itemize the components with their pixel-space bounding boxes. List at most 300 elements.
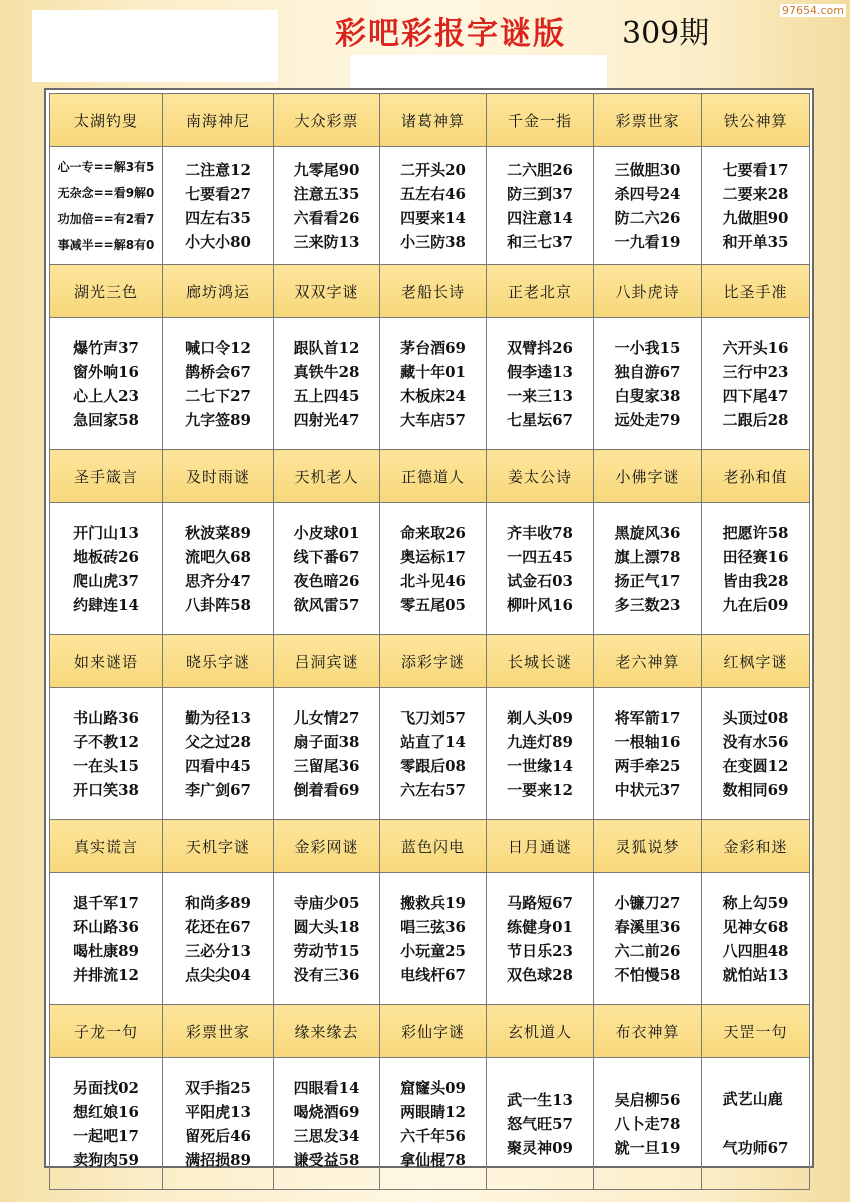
- riddle-cell: [50, 688, 163, 820]
- riddle-lines: [185, 706, 251, 802]
- riddle-line: 练健身01: [507, 917, 573, 936]
- riddle-cell: [487, 503, 594, 635]
- riddle-line: 九在后09: [722, 595, 789, 614]
- riddle-cell: [380, 318, 487, 450]
- riddle-line: 七要看27: [185, 184, 251, 203]
- riddle-line: 三必分13: [185, 941, 251, 960]
- riddle-line: 六开头16: [722, 338, 789, 357]
- riddle-line: 四射光47: [293, 410, 360, 429]
- column-title: 铁公神算: [702, 94, 810, 147]
- riddle-line: 北斗见46: [400, 571, 466, 590]
- riddle-lines: [507, 521, 573, 617]
- riddle-line: 拿仙棍78: [400, 1150, 466, 1169]
- riddle-line: 跟队首12: [293, 338, 360, 357]
- riddle-line: 勤为径13: [185, 708, 251, 727]
- riddle-line: 唱三弦36: [400, 917, 466, 936]
- riddle-line: 木板床24: [400, 386, 466, 405]
- riddle-line: 聚灵神09: [507, 1138, 573, 1157]
- riddle-line: 一在头15: [73, 756, 139, 775]
- riddle-lines: [400, 706, 466, 802]
- riddle-lines: [615, 706, 681, 802]
- riddle-line: 真铁牛28: [293, 362, 360, 381]
- column-title: 缘来缘去: [274, 1005, 380, 1058]
- riddle-line: 九字签89: [185, 410, 251, 429]
- riddle-line: 奥运标17: [400, 547, 466, 566]
- riddle-cell: [380, 688, 487, 820]
- column-title: 天机老人: [274, 450, 380, 503]
- riddle-line: 大车店57: [400, 410, 466, 429]
- riddle-line: 三思发34: [293, 1126, 360, 1145]
- riddle-line: 就怕站13: [722, 965, 789, 984]
- riddle-cell: [380, 1058, 487, 1190]
- riddle-cell: [274, 688, 380, 820]
- riddle-line: 四看中45: [185, 756, 251, 775]
- riddle-line: 试金石03: [507, 571, 573, 590]
- riddle-line: 八卜走78: [614, 1114, 681, 1133]
- riddle-lines: [73, 706, 139, 802]
- riddle-line: 田径赛16: [722, 547, 789, 566]
- header-row: [50, 820, 810, 873]
- riddle-lines: [723, 521, 789, 617]
- riddle-line: 急回家58: [73, 410, 139, 429]
- riddle-lines: [73, 521, 139, 617]
- riddle-lines: [294, 336, 360, 432]
- riddle-cell: [163, 147, 274, 265]
- riddle-line: 防二六26: [614, 208, 681, 227]
- riddle-line: 双色球28: [507, 965, 573, 984]
- riddle-line: 爆竹声37: [73, 338, 139, 357]
- riddle-row: [50, 1058, 810, 1190]
- riddle-row: [50, 688, 810, 820]
- riddle-cell: [702, 873, 810, 1005]
- riddle-line: 春溪里36: [614, 917, 681, 936]
- riddle-line: 卖狗肉59: [73, 1150, 139, 1169]
- riddle-line: 三做胆30: [614, 160, 681, 179]
- riddle-cell: [702, 1058, 810, 1190]
- riddle-line: 两手牵25: [614, 756, 681, 775]
- riddle-line: 武艺山鹿: [722, 1089, 783, 1108]
- riddle-line: 夜色暗26: [293, 571, 360, 590]
- riddle-lines: [615, 158, 681, 254]
- riddle-line: 窟窿头09: [400, 1078, 466, 1097]
- riddle-lines: [507, 1088, 573, 1160]
- site-watermark: 97654.com: [782, 4, 844, 17]
- riddle-cell: [50, 318, 163, 450]
- riddle-lines: [294, 706, 360, 802]
- riddle-lines: [507, 891, 573, 987]
- column-title: 吕洞宾谜: [274, 635, 380, 688]
- riddle-line: 扇子面38: [293, 732, 360, 751]
- column-title: 小佛字谜: [594, 450, 702, 503]
- riddle-line: 命来取26: [400, 523, 466, 542]
- column-title: 大众彩票: [274, 94, 380, 147]
- column-title: 天机字谜: [163, 820, 274, 873]
- riddle-line: 小镰刀27: [614, 893, 681, 912]
- riddle-line: 和尚多89: [185, 893, 251, 912]
- riddle-lines: [507, 706, 573, 802]
- riddle-line: 谦受益58: [293, 1150, 360, 1169]
- riddle-cell: [163, 873, 274, 1005]
- riddle-line: 六二前26: [614, 941, 681, 960]
- riddle-lines: [615, 521, 681, 617]
- riddle-line: 头顶过08: [722, 708, 789, 727]
- riddle-line: 想红娘16: [73, 1102, 139, 1121]
- column-title: 彩票世家: [163, 1005, 274, 1058]
- riddle-line: 爬山虎37: [73, 571, 139, 590]
- riddle-line: 数相同69: [722, 780, 789, 799]
- riddle-line: 没有水56: [722, 732, 789, 751]
- riddle-line: 小三防38: [400, 232, 466, 251]
- riddle-cell: [163, 503, 274, 635]
- column-title: 如来谜语: [50, 635, 163, 688]
- riddle-line: 吴启柳56: [614, 1090, 681, 1109]
- column-title: 正老北京: [487, 265, 594, 318]
- riddle-lines: [185, 336, 251, 432]
- riddle-line: 怒气旺57: [507, 1114, 573, 1133]
- riddle-line: 流吧久68: [185, 547, 251, 566]
- header-row: [50, 1005, 810, 1058]
- column-title: 老船长诗: [380, 265, 487, 318]
- riddle-line: 秋波菜89: [185, 523, 251, 542]
- riddle-line: 零五尾05: [400, 595, 466, 614]
- riddle-cell: [594, 147, 702, 265]
- riddle-lines: [507, 158, 573, 254]
- riddle-line: 四左右35: [185, 208, 251, 227]
- riddle-line: 倒着看69: [293, 780, 360, 799]
- column-title: 彩票世家: [594, 94, 702, 147]
- column-title: 长城长谜: [487, 635, 594, 688]
- riddle-lines: [58, 154, 155, 258]
- column-title: 天罡一句: [702, 1005, 810, 1058]
- riddle-lines: [185, 891, 251, 987]
- riddle-cell: [487, 318, 594, 450]
- riddle-line: 事减半==解8有0: [57, 237, 155, 252]
- riddle-row: [50, 318, 810, 450]
- riddle-line: 一要来12: [507, 780, 573, 799]
- riddle-line: 搬救兵19: [400, 893, 466, 912]
- column-title: 蓝色闪电: [380, 820, 487, 873]
- riddle-line: 另面找02: [73, 1078, 139, 1097]
- column-title: 真实谎言: [50, 820, 163, 873]
- riddle-line: 四注意14: [507, 208, 573, 227]
- issue-number: 309期: [622, 16, 710, 51]
- column-title: 正德道人: [380, 450, 487, 503]
- riddle-line: 八卦阵58: [185, 595, 251, 614]
- riddle-line: 思齐分47: [185, 571, 251, 590]
- riddle-lines: [294, 891, 360, 987]
- riddle-line: 四眼看14: [293, 1078, 360, 1097]
- riddle-line: 欲风雷57: [293, 595, 360, 614]
- riddle-line: 二七下27: [185, 386, 251, 405]
- riddle-line: 和三七37: [507, 232, 573, 251]
- riddle-line: 三留尾36: [293, 756, 360, 775]
- riddle-line: 四要来14: [400, 208, 466, 227]
- riddle-line: 一小我15: [614, 338, 681, 357]
- riddle-line: 在变圆12: [722, 756, 789, 775]
- riddle-line: 多三数23: [614, 595, 681, 614]
- riddle-cell: [50, 873, 163, 1005]
- riddle-cell: [274, 503, 380, 635]
- column-title: 添彩字谜: [380, 635, 487, 688]
- riddle-line: 六看看26: [293, 208, 360, 227]
- riddle-line: 节日乐23: [507, 941, 573, 960]
- riddle-cell: [487, 147, 594, 265]
- riddle-cell: [702, 318, 810, 450]
- riddle-lines: [185, 1076, 251, 1172]
- riddle-line: 小玩童25: [400, 941, 466, 960]
- riddle-line: 地板砖26: [73, 547, 139, 566]
- riddle-lines: [400, 1076, 466, 1172]
- riddle-line: 喊口令12: [185, 338, 251, 357]
- column-title: 红枫字谜: [702, 635, 810, 688]
- riddle-line: 没有三36: [293, 965, 360, 984]
- riddle-line: 满招损89: [185, 1150, 251, 1169]
- riddle-line: 将军箭17: [614, 708, 681, 727]
- riddle-line: 就一旦19: [614, 1138, 681, 1157]
- riddle-line: 书山路36: [73, 708, 139, 727]
- riddle-cell: [487, 873, 594, 1005]
- riddle-cell: [594, 318, 702, 450]
- riddle-cell: [702, 503, 810, 635]
- riddle-lines: [723, 706, 789, 802]
- riddle-line: 称上勾59: [722, 893, 789, 912]
- column-title: 布衣神算: [594, 1005, 702, 1058]
- riddle-line: 功加倍==有2看7: [57, 211, 155, 226]
- riddle-line: 二开头20: [400, 160, 466, 179]
- riddle-lines: [723, 158, 789, 254]
- riddle-line: 武一生13: [507, 1090, 573, 1109]
- riddle-cell: [274, 147, 380, 265]
- riddle-line: 环山路36: [73, 917, 139, 936]
- riddle-cell: [594, 503, 702, 635]
- riddle-line: 心上人23: [73, 386, 139, 405]
- column-title: 及时雨谜: [163, 450, 274, 503]
- column-title: 圣手箴言: [50, 450, 163, 503]
- column-title: 八卦虎诗: [594, 265, 702, 318]
- riddle-cell: [163, 1058, 274, 1190]
- riddle-line: 二六胆26: [507, 160, 573, 179]
- riddle-line: 五上四45: [293, 386, 360, 405]
- riddle-cell: [594, 1058, 702, 1190]
- riddle-row: [50, 873, 810, 1005]
- riddle-line: 一世缘14: [507, 756, 573, 775]
- riddle-line: 三行中23: [722, 362, 789, 381]
- riddle-line: 六左右57: [400, 780, 466, 799]
- column-title: 姜太公诗: [487, 450, 594, 503]
- riddle-line: 劳动节15: [293, 941, 360, 960]
- riddle-cell: [50, 1058, 163, 1190]
- riddle-line: 喝杜康89: [73, 941, 139, 960]
- riddle-lines: [615, 891, 681, 987]
- riddle-lines: [507, 336, 573, 432]
- riddle-line: 柳叶风16: [507, 595, 573, 614]
- riddle-line: 一四五45: [507, 547, 573, 566]
- riddle-cell: [487, 688, 594, 820]
- riddle-cell: [594, 688, 702, 820]
- riddle-lines: [400, 891, 466, 987]
- riddle-line: 茅台酒69: [400, 338, 466, 357]
- riddle-row: [50, 147, 810, 265]
- riddle-line: 开门山13: [73, 523, 139, 542]
- riddle-line: 小皮球01: [293, 523, 360, 542]
- riddle-lines: [400, 521, 466, 617]
- riddle-line: 七星坛67: [507, 410, 573, 429]
- riddle-line: 二注意12: [185, 160, 251, 179]
- column-title: 子龙一句: [50, 1005, 163, 1058]
- riddle-line: 零跟后08: [400, 756, 466, 775]
- riddle-lines: [185, 521, 251, 617]
- riddle-line: 父之过28: [185, 732, 251, 751]
- riddle-line: 心一专==解3有5: [57, 159, 155, 174]
- riddle-table: [49, 93, 810, 1190]
- riddle-lines: [400, 336, 466, 432]
- riddle-line: 小大小80: [185, 232, 251, 251]
- riddle-cell: [380, 503, 487, 635]
- riddle-line: 剃人头09: [507, 708, 573, 727]
- column-title: 晓乐字谜: [163, 635, 274, 688]
- riddle-lines: [73, 1076, 139, 1172]
- column-title: 老六神算: [594, 635, 702, 688]
- riddle-line: 三来防13: [293, 232, 360, 251]
- riddle-line: 儿女情27: [293, 708, 360, 727]
- riddle-cell: [594, 873, 702, 1005]
- riddle-line: 约肆连14: [73, 595, 139, 614]
- riddle-line: 齐丰收78: [507, 523, 573, 542]
- riddle-cell: [163, 688, 274, 820]
- column-title: 湖光三色: [50, 265, 163, 318]
- riddle-line: 马路短67: [507, 893, 573, 912]
- header-row: [50, 265, 810, 318]
- riddle-line: 李广剑67: [185, 780, 251, 799]
- riddle-line: 两眼睛12: [400, 1102, 466, 1121]
- riddle-line: 点尖尖04: [185, 965, 251, 984]
- riddle-line: 见神女68: [722, 917, 789, 936]
- header-row: [50, 635, 810, 688]
- riddle-line: 子不教12: [73, 732, 139, 751]
- riddle-line: 站直了14: [400, 732, 466, 751]
- riddle-line: 九零尾90: [293, 160, 360, 179]
- riddle-line: 杀四号24: [614, 184, 681, 203]
- riddle-line: 扬正气17: [614, 571, 681, 590]
- riddle-line: 远处走79: [614, 410, 681, 429]
- riddle-sheet: [44, 88, 814, 1168]
- riddle-line: 退千军17: [73, 893, 139, 912]
- riddle-line: 平阳虎13: [185, 1102, 251, 1121]
- riddle-line: 注意五35: [293, 184, 360, 203]
- riddle-cell: [50, 503, 163, 635]
- riddle-line: 一根轴16: [614, 732, 681, 751]
- riddle-line: 六千年56: [400, 1126, 466, 1145]
- riddle-line: 一起吧17: [73, 1126, 139, 1145]
- riddle-line: 开口笑38: [73, 780, 139, 799]
- riddle-line: 中状元37: [614, 780, 681, 799]
- riddle-line: 不怕慢58: [614, 965, 681, 984]
- riddle-line: 四下尾47: [722, 386, 789, 405]
- riddle-line: 无杂念==看9解0: [57, 185, 155, 200]
- column-title: 廊坊鸿运: [163, 265, 274, 318]
- riddle-line: 双臂抖26: [507, 338, 573, 357]
- riddle-line: 喝烧酒69: [293, 1102, 360, 1121]
- riddle-cell: [380, 147, 487, 265]
- riddle-lines: [185, 158, 251, 254]
- riddle-line: 九连灯89: [507, 732, 573, 751]
- riddle-line: 留死后46: [185, 1126, 251, 1145]
- riddle-lines: [294, 521, 360, 617]
- column-title: 灵狐说梦: [594, 820, 702, 873]
- riddle-line: 五左右46: [400, 184, 466, 203]
- riddle-cell: [163, 318, 274, 450]
- riddle-line: 电线杆67: [400, 965, 466, 984]
- column-title: 金彩和迷: [702, 820, 810, 873]
- riddle-line: 花还在67: [185, 917, 251, 936]
- column-title: 玄机道人: [487, 1005, 594, 1058]
- riddle-line: 一九看19: [614, 232, 681, 251]
- riddle-line: 九做胆90: [722, 208, 789, 227]
- riddle-line: 皆由我28: [722, 571, 789, 590]
- column-title: 金彩网谜: [274, 820, 380, 873]
- column-title: 千金一指: [487, 94, 594, 147]
- riddle-row: [50, 503, 810, 635]
- riddle-line: 气功师67: [722, 1138, 789, 1157]
- riddle-line: 线下番67: [293, 547, 360, 566]
- column-title: 诸葛神算: [380, 94, 487, 147]
- riddle-cell: [487, 1058, 594, 1190]
- riddle-lines: [723, 891, 789, 987]
- riddle-cell: [274, 1058, 380, 1190]
- riddle-lines: [294, 1076, 360, 1172]
- riddle-cell: [274, 318, 380, 450]
- riddle-line: 旗上漂78: [614, 547, 681, 566]
- riddle-cell: [50, 147, 163, 265]
- riddle-lines: [615, 1088, 681, 1160]
- riddle-line: 假李逵13: [507, 362, 573, 381]
- riddle-lines: [73, 336, 139, 432]
- riddle-line: 白叟家38: [614, 386, 681, 405]
- riddle-line: 并排流12: [73, 965, 139, 984]
- riddle-lines: [615, 336, 681, 432]
- blank-panel-left: [32, 10, 278, 82]
- riddle-lines: [723, 1075, 789, 1173]
- riddle-line: 双手指25: [185, 1078, 251, 1097]
- column-title: 比圣手准: [702, 265, 810, 318]
- riddle-lines: [294, 158, 360, 254]
- riddle-line: 寺庙少05: [293, 893, 360, 912]
- riddle-line: 圆大头18: [293, 917, 360, 936]
- riddle-line: 八四胆48: [722, 941, 789, 960]
- riddle-cell: [702, 147, 810, 265]
- riddle-line: 黑旋风36: [614, 523, 681, 542]
- riddle-line: 鹊桥会67: [185, 362, 251, 381]
- riddle-line: 七要看17: [722, 160, 789, 179]
- column-title: 太湖钓叟: [50, 94, 163, 147]
- riddle-lines: [73, 891, 139, 987]
- header-row: [50, 450, 810, 503]
- riddle-line: 窗外响16: [73, 362, 139, 381]
- page-title: 彩吧彩报字谜版: [335, 16, 566, 52]
- riddle-line: 二跟后28: [722, 410, 789, 429]
- riddle-cell: [274, 873, 380, 1005]
- riddle-line: 二要来28: [722, 184, 789, 203]
- riddle-cell: [702, 688, 810, 820]
- riddle-line: 独自游67: [614, 362, 681, 381]
- column-title: 彩仙字谜: [380, 1005, 487, 1058]
- column-title: 老孙和值: [702, 450, 810, 503]
- riddle-line: 把愿许58: [722, 523, 789, 542]
- column-title: 日月通谜: [487, 820, 594, 873]
- riddle-line: 飞刀刘57: [400, 708, 466, 727]
- riddle-lines: [723, 336, 789, 432]
- riddle-line: 防三到37: [507, 184, 573, 203]
